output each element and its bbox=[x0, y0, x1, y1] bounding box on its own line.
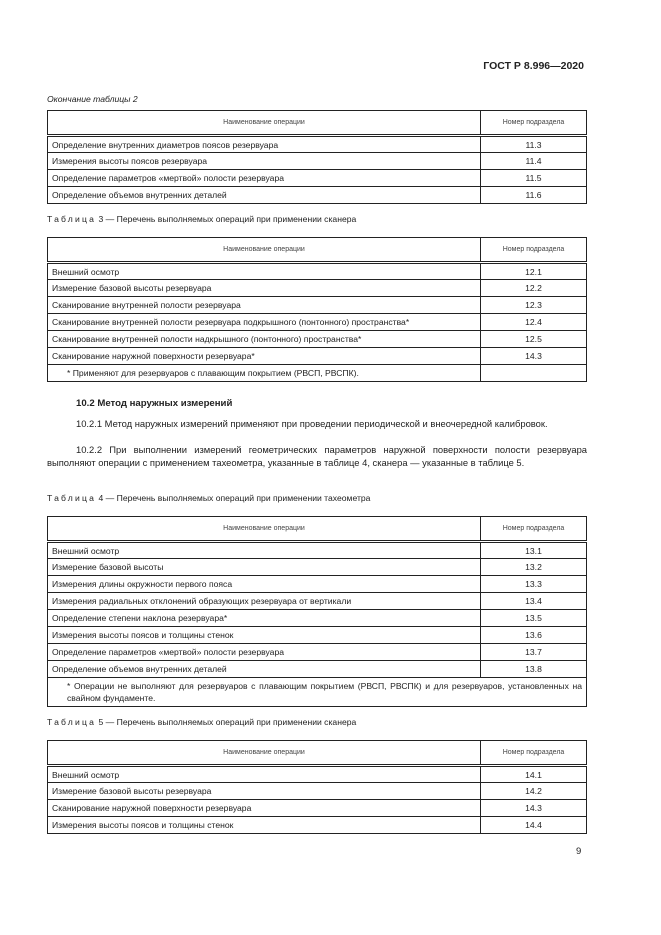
caption-label: Таблица bbox=[47, 493, 97, 503]
header-operation: Наименование операции bbox=[48, 111, 481, 136]
table-header-row bbox=[48, 111, 587, 136]
operation-cell: Определение внутренних диаметров поясов резервуара bbox=[48, 136, 481, 153]
table2-caption: Окончание таблицы 2 bbox=[47, 94, 138, 104]
header-subsection: Номер подраздела bbox=[481, 517, 587, 542]
subsection-cell: 14.3 bbox=[481, 800, 587, 817]
table-header-row bbox=[48, 517, 587, 542]
subsection-cell: 12.5 bbox=[481, 331, 587, 348]
table-header-row bbox=[48, 741, 587, 766]
header-operation: Наименование операции bbox=[48, 517, 481, 542]
header-operation: Наименование операции bbox=[48, 238, 481, 263]
table-4 bbox=[47, 516, 587, 707]
footnote: * Применяют для резервуаров с плавающим покрытием (РВСП, РВСПК). bbox=[48, 365, 481, 382]
operation-cell: Сканирование внутренней полости резервуара подкрышного (понтонного) пространства* bbox=[48, 314, 481, 331]
operation-cell: Определение объемов внутренних деталей bbox=[48, 661, 481, 678]
document-id: ГОСТ Р 8.996—2020 bbox=[483, 60, 584, 72]
caption-text: — Перечень выполняемых операций при применении сканера bbox=[105, 214, 357, 224]
subsection-cell: 13.2 bbox=[481, 559, 587, 576]
table-row bbox=[48, 817, 587, 834]
table-row bbox=[48, 542, 587, 559]
operation-cell: Сканирование внутренней полости надкрышного (понтонного) пространства* bbox=[48, 331, 481, 348]
operation-cell: Внешний осмотр bbox=[48, 542, 481, 559]
subsection-cell: 11.4 bbox=[481, 153, 587, 170]
table-row bbox=[48, 783, 587, 800]
footnote-row bbox=[48, 365, 587, 382]
operation-cell: Внешний осмотр bbox=[48, 263, 481, 280]
subsection-cell: 12.4 bbox=[481, 314, 587, 331]
table-row bbox=[48, 800, 587, 817]
table-row bbox=[48, 348, 587, 365]
subsection-cell: 13.1 bbox=[481, 542, 587, 559]
table-row bbox=[48, 297, 587, 314]
operation-cell: Измерение базовой высоты bbox=[48, 559, 481, 576]
operation-cell: Измерение базовой высоты резервуара bbox=[48, 783, 481, 800]
operation-cell: Сканирование внутренней полости резервуара bbox=[48, 297, 481, 314]
caption-number: 4 bbox=[98, 493, 104, 503]
operation-cell: Внешний осмотр bbox=[48, 766, 481, 783]
subsection-cell: 11.6 bbox=[481, 187, 587, 204]
table5-caption bbox=[47, 717, 356, 727]
header-subsection: Номер подраздела bbox=[481, 238, 587, 263]
table-row bbox=[48, 766, 587, 783]
page-number: 9 bbox=[576, 846, 582, 857]
operation-cell: Определение параметров «мертвой» полости резервуара bbox=[48, 170, 481, 187]
table-row bbox=[48, 153, 587, 170]
subsection-cell: 14.2 bbox=[481, 783, 587, 800]
operation-cell: Измерения высоты поясов резервуара bbox=[48, 153, 481, 170]
subsection-cell: 11.3 bbox=[481, 136, 587, 153]
subsection-cell: 12.3 bbox=[481, 297, 587, 314]
paragraph-10-2-2: 10.2.2 При выполнении измерений геометрических параметров наружной поверхности полости резервуара выполняют операции с применением тахеометра, указанные в таблице 4, сканера — указанные в таблице 5. bbox=[47, 444, 587, 468]
header-operation: Наименование операции bbox=[48, 741, 481, 766]
table-row bbox=[48, 627, 587, 644]
operation-cell: Измерения длины окружности первого пояса bbox=[48, 576, 481, 593]
empty-cell bbox=[481, 365, 587, 382]
section-heading: 10.2 Метод наружных измерений bbox=[76, 398, 233, 409]
table-2 bbox=[47, 110, 587, 204]
subsection-cell: 13.6 bbox=[481, 627, 587, 644]
table-row bbox=[48, 661, 587, 678]
table-header-row bbox=[48, 238, 587, 263]
table-row bbox=[48, 314, 587, 331]
table-3 bbox=[47, 237, 587, 382]
table-row bbox=[48, 280, 587, 297]
operation-cell: Измерения радиальных отклонений образующих резервуара от вертикали bbox=[48, 593, 481, 610]
footnote: * Операции не выполняют для резервуаров с плавающим покрытием (РВСП, РВСПК) и для резервуаров, установленных на свайном фундаменте. bbox=[48, 678, 587, 707]
operation-cell: Сканирование наружной поверхности резервуара* bbox=[48, 348, 481, 365]
caption-text: — Перечень выполняемых операций при применении сканера bbox=[105, 717, 357, 727]
table-row bbox=[48, 644, 587, 661]
table-row bbox=[48, 593, 587, 610]
operation-cell: Определение параметров «мертвой» полости резервуара bbox=[48, 644, 481, 661]
header-subsection: Номер подраздела bbox=[481, 741, 587, 766]
table4-caption bbox=[47, 493, 370, 503]
subsection-cell: 14.3 bbox=[481, 348, 587, 365]
subsection-cell: 13.3 bbox=[481, 576, 587, 593]
caption-number: 3 bbox=[98, 214, 104, 224]
table-row bbox=[48, 263, 587, 280]
table-row bbox=[48, 170, 587, 187]
subsection-cell: 13.4 bbox=[481, 593, 587, 610]
operation-cell: Сканирование наружной поверхности резервуара bbox=[48, 800, 481, 817]
caption-label: Таблица bbox=[47, 214, 97, 224]
caption-label: Таблица bbox=[47, 717, 97, 727]
caption-text: — Перечень выполняемых операций при применении тахеометра bbox=[105, 493, 371, 503]
paragraph-10-2-1: 10.2.1 Метод наружных измерений применяют при проведении периодической и внеочередной калибровок. bbox=[76, 418, 548, 429]
table3-caption bbox=[47, 214, 356, 224]
table-row bbox=[48, 576, 587, 593]
subsection-cell: 11.5 bbox=[481, 170, 587, 187]
footnote-row bbox=[48, 678, 587, 707]
operation-cell: Определение объемов внутренних деталей bbox=[48, 187, 481, 204]
operation-cell: Измерения высоты поясов и толщины стенок bbox=[48, 817, 481, 834]
table-5 bbox=[47, 740, 587, 834]
table-row bbox=[48, 331, 587, 348]
subsection-cell: 12.1 bbox=[481, 263, 587, 280]
table-row bbox=[48, 136, 587, 153]
table-row bbox=[48, 610, 587, 627]
subsection-cell: 13.5 bbox=[481, 610, 587, 627]
subsection-cell: 12.2 bbox=[481, 280, 587, 297]
subsection-cell: 14.4 bbox=[481, 817, 587, 834]
operation-cell: Измерение базовой высоты резервуара bbox=[48, 280, 481, 297]
table-row bbox=[48, 187, 587, 204]
operation-cell: Измерения высоты поясов и толщины стенок bbox=[48, 627, 481, 644]
header-subsection: Номер подраздела bbox=[481, 111, 587, 136]
subsection-cell: 13.8 bbox=[481, 661, 587, 678]
caption-number: 5 bbox=[98, 717, 104, 727]
operation-cell: Определение степени наклона резервуара* bbox=[48, 610, 481, 627]
subsection-cell: 14.1 bbox=[481, 766, 587, 783]
table-row bbox=[48, 559, 587, 576]
subsection-cell: 13.7 bbox=[481, 644, 587, 661]
